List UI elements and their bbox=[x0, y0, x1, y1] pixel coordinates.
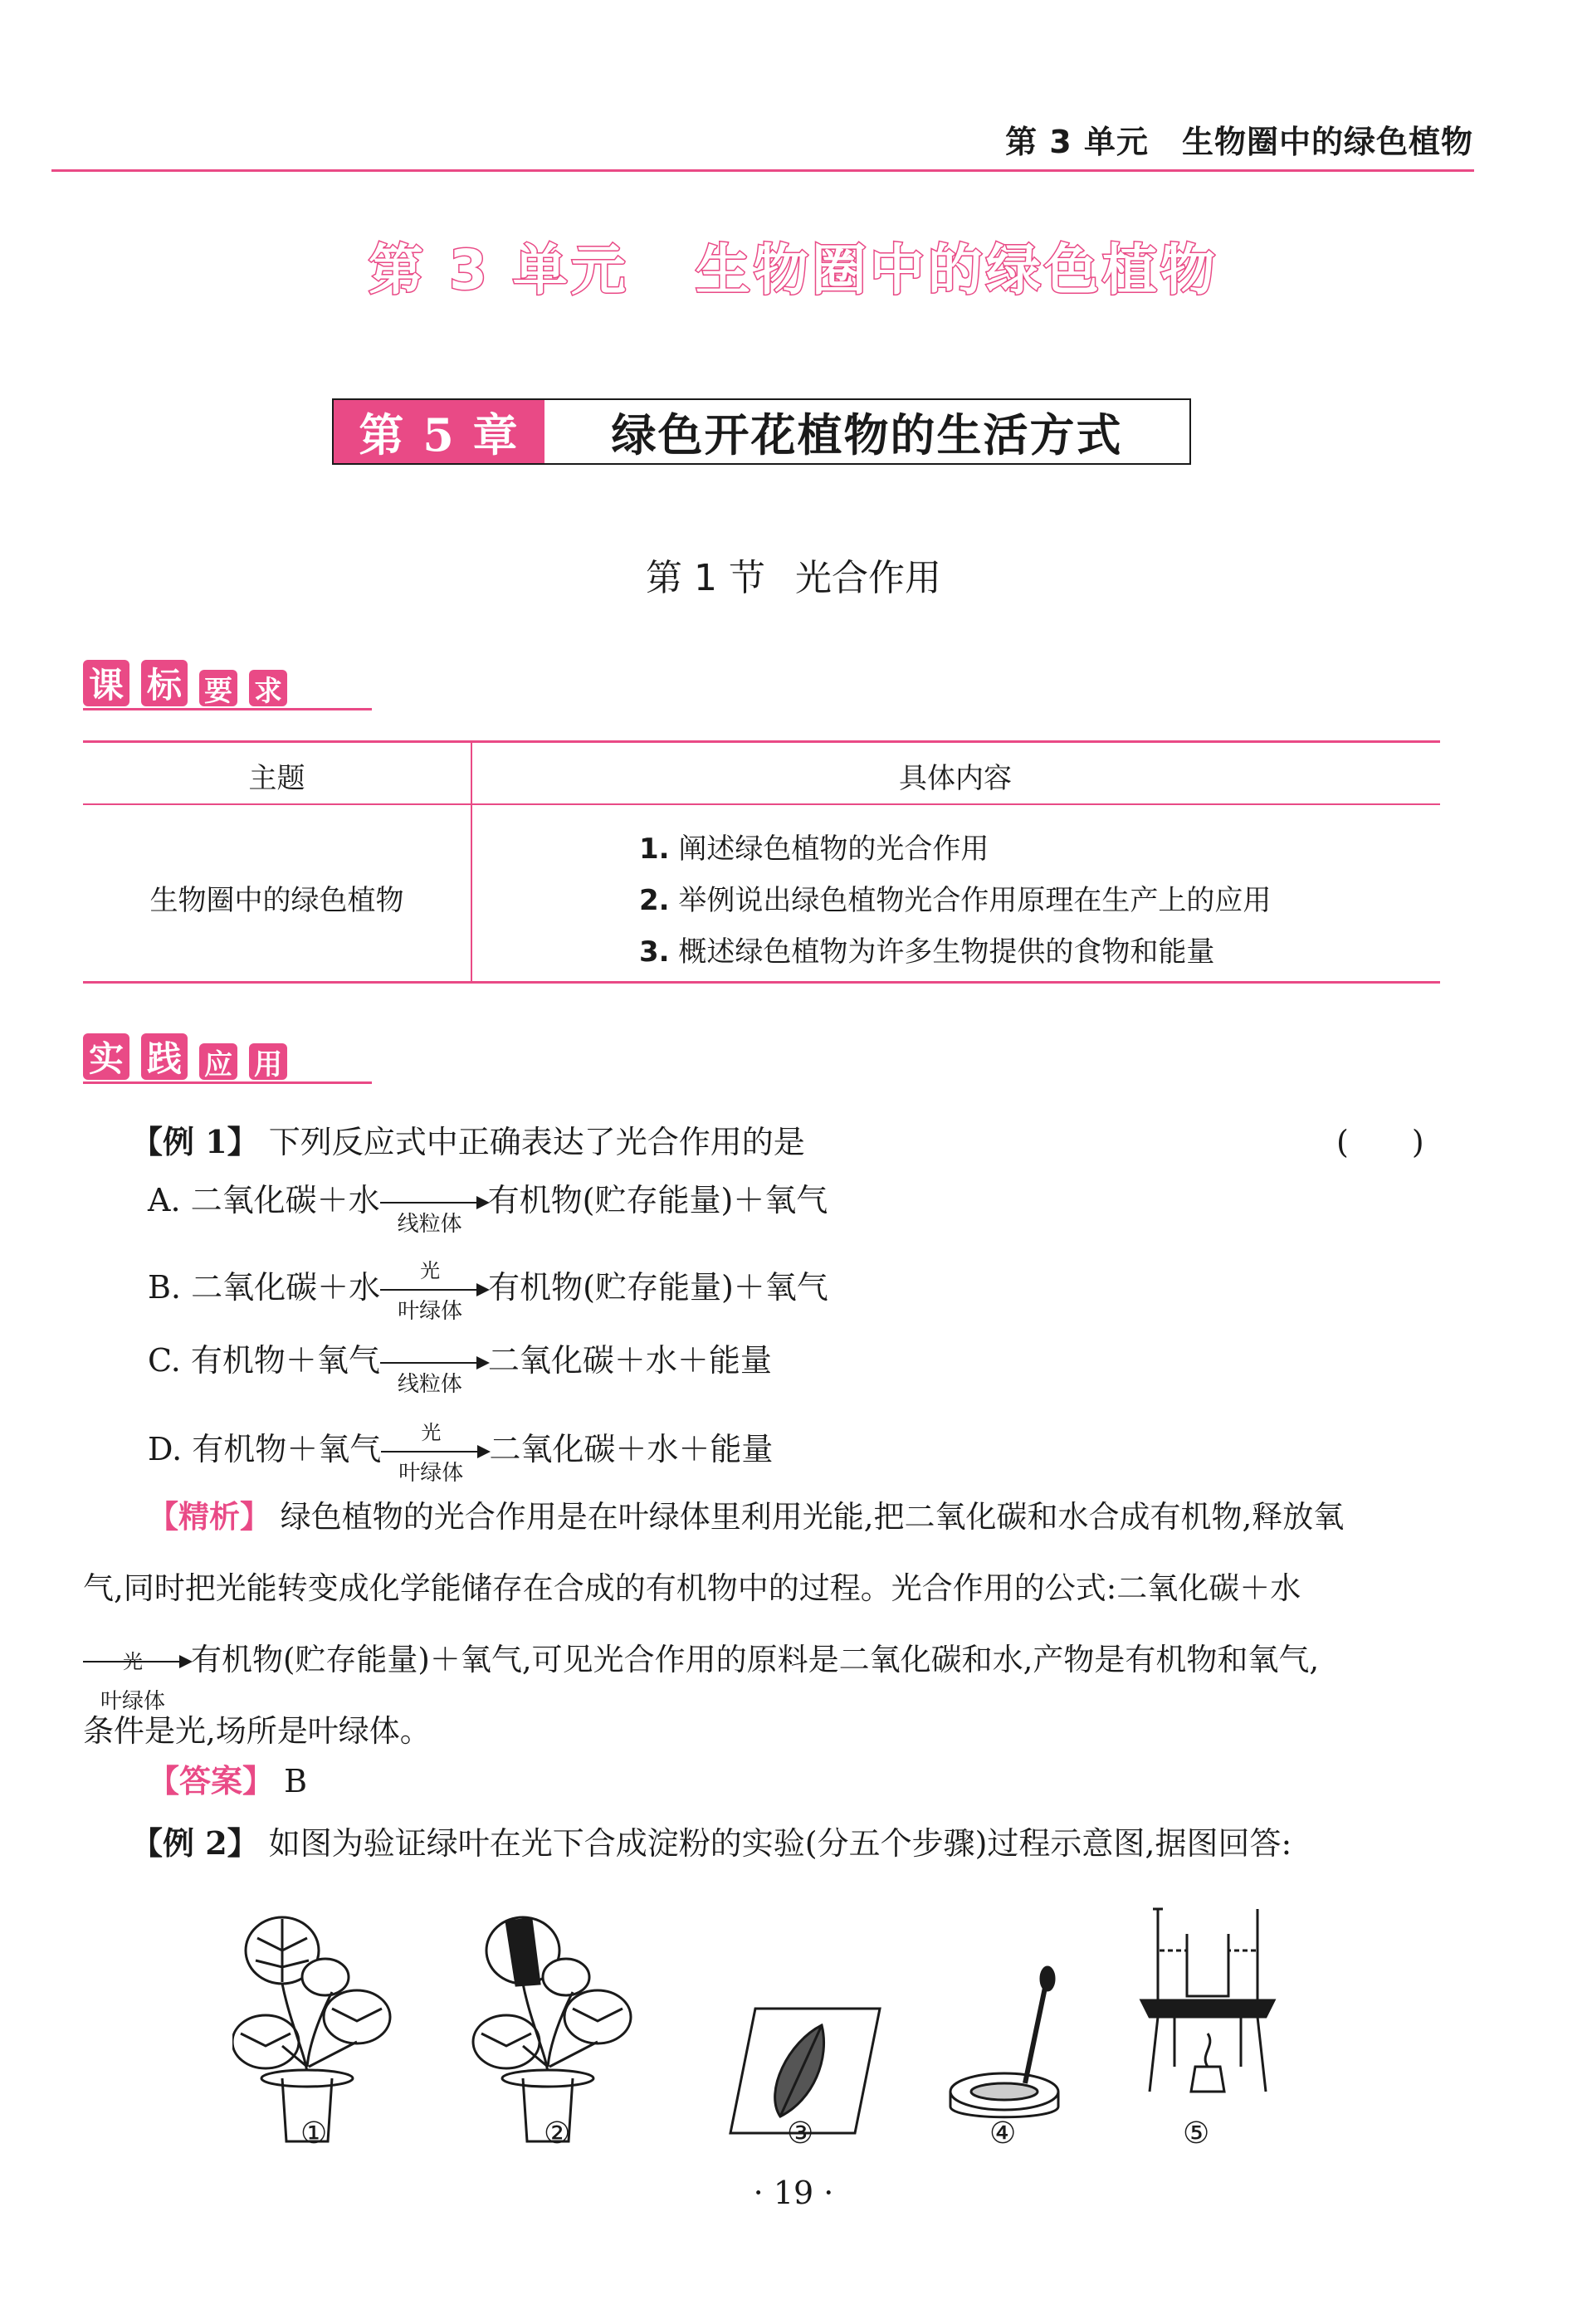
tag-char: 求 bbox=[249, 670, 287, 706]
dropper-dish-icon bbox=[950, 1967, 1058, 2117]
analysis-label: 【精析】 bbox=[148, 1499, 271, 1535]
section-title bbox=[0, 548, 1587, 601]
figure-label: ④ bbox=[989, 2116, 1017, 2151]
table-item-num: 1. bbox=[639, 832, 670, 866]
table-item bbox=[639, 826, 989, 867]
table-header-topic: 主题 bbox=[248, 762, 305, 795]
chapter-banner bbox=[332, 398, 1191, 465]
running-header-unit: 第 3 单元 bbox=[1005, 124, 1149, 160]
table-cell-topic: 生物圈中的绿色植物 bbox=[149, 884, 404, 917]
example2-question bbox=[131, 1818, 1292, 1863]
tag-char: 课 bbox=[83, 660, 129, 706]
running-header-title: 生物圈中的绿色植物 bbox=[1181, 124, 1473, 160]
table-item-text: 举例说出绿色植物光合作用原理在生产上的应用 bbox=[678, 884, 1272, 917]
tag-char: 标 bbox=[141, 660, 188, 706]
example2-text: 如图为验证绿叶在光下合成淀粉的实验(分五个步骤)过程示意图,据图回答: bbox=[268, 1825, 1292, 1862]
option-key: C. bbox=[148, 1342, 181, 1379]
page-number: · 19 · bbox=[753, 2175, 834, 2211]
example1-label: 【例 1】 bbox=[131, 1123, 259, 1160]
leaf-on-tray-icon bbox=[730, 2009, 880, 2133]
tag-char: 实 bbox=[83, 1033, 129, 1080]
figure-label: ① bbox=[300, 2116, 328, 2151]
analysis-line bbox=[83, 1624, 1320, 1714]
example2-label: 【例 2】 bbox=[131, 1824, 259, 1862]
table-item bbox=[639, 929, 1214, 969]
option-left: 二氧化碳＋水 bbox=[190, 1182, 380, 1218]
arrow-condition: 光 bbox=[421, 1420, 442, 1444]
table-item-text: 阐述绿色植物的光合作用 bbox=[678, 832, 989, 866]
table-top-rule bbox=[83, 740, 1440, 743]
reaction-arrow bbox=[381, 1420, 489, 1486]
arrow-condition: 光 bbox=[420, 1258, 441, 1282]
option-right: 有机物(贮存能量)＋氧气 bbox=[488, 1269, 828, 1306]
figure-label: ⑤ bbox=[1183, 2116, 1210, 2151]
arrow-site: 叶绿体 bbox=[398, 1298, 463, 1324]
option-left: 有机物＋氧气 bbox=[192, 1431, 382, 1467]
option-key: D. bbox=[148, 1431, 183, 1467]
option-key: B. bbox=[148, 1269, 182, 1306]
table-bottom-rule bbox=[83, 981, 1440, 984]
unit-heading-title: 生物圈中的绿色植物 bbox=[695, 238, 1218, 302]
header-rule bbox=[51, 169, 1474, 172]
tag-char: 践 bbox=[141, 1033, 188, 1080]
arrow-site: 叶绿体 bbox=[398, 1460, 464, 1486]
arrow-site: 叶绿体 bbox=[100, 1688, 165, 1714]
chapter-label: 第 5 章 bbox=[334, 400, 544, 463]
unit-heading bbox=[0, 226, 1587, 305]
reaction-arrow bbox=[380, 1258, 488, 1324]
water-bath-icon bbox=[1141, 1909, 1274, 2092]
example1-answer-blank: ( ) bbox=[1336, 1124, 1424, 1160]
analysis-text: 有机物(贮存能量)＋氧气,可见光合作用的原料是二氧化碳和水,产物是有机物和氧气, bbox=[191, 1642, 1320, 1677]
tag-char: 用 bbox=[249, 1043, 287, 1080]
tag-underline bbox=[83, 708, 372, 710]
arrow-condition: 光 bbox=[123, 1649, 143, 1673]
covered-plant-icon bbox=[473, 1917, 631, 2141]
figure-label: ③ bbox=[787, 2116, 814, 2151]
option-a bbox=[148, 1174, 828, 1237]
analysis-line: 气,同时把光能转变成化学能储存在合成的有机物中的过程。光合作用的公式:二氧化碳＋水 bbox=[83, 1570, 1301, 1606]
table-header-rule bbox=[83, 803, 1440, 805]
option-right: 二氧化碳＋水＋能量 bbox=[489, 1431, 774, 1467]
example1-question bbox=[131, 1116, 805, 1162]
answer-line bbox=[148, 1755, 307, 1801]
analysis-line: 条件是光,场所是叶绿体。 bbox=[83, 1713, 431, 1749]
arrow-site: 线粒体 bbox=[397, 1371, 462, 1397]
tag-char: 应 bbox=[199, 1043, 237, 1080]
reaction-arrow bbox=[83, 1646, 191, 1714]
experiment-figure bbox=[232, 1901, 1278, 2150]
table-header-content: 具体内容 bbox=[899, 762, 1012, 795]
answer-label: 【答案】 bbox=[148, 1763, 275, 1799]
option-d bbox=[148, 1420, 774, 1486]
table-item-text: 概述绿色植物为许多生物提供的食物和能量 bbox=[678, 935, 1215, 969]
option-c bbox=[148, 1335, 772, 1397]
option-key: A. bbox=[148, 1182, 181, 1218]
section-label: 第 1 节 bbox=[646, 557, 765, 599]
reaction-arrow bbox=[380, 1187, 488, 1237]
analysis-line bbox=[148, 1482, 1344, 1553]
option-right: 二氧化碳＋水＋能量 bbox=[487, 1342, 772, 1379]
potted-plant-icon bbox=[232, 1917, 390, 2141]
unit-heading-label: 第 3 单元 bbox=[369, 238, 629, 302]
section-name: 光合作用 bbox=[794, 557, 941, 599]
table-item-num: 2. bbox=[639, 884, 670, 917]
tag-underline bbox=[83, 1081, 372, 1084]
answer-value: B bbox=[284, 1763, 308, 1799]
option-left: 有机物＋氧气 bbox=[190, 1342, 380, 1379]
tag-requirements bbox=[83, 660, 299, 706]
figure-label: ② bbox=[544, 2116, 571, 2151]
reaction-arrow bbox=[380, 1347, 488, 1397]
table-item bbox=[639, 877, 1271, 918]
tag-char: 要 bbox=[199, 670, 237, 706]
tag-practice bbox=[83, 1033, 299, 1080]
table-item-num: 3. bbox=[639, 935, 670, 969]
arrow-site: 线粒体 bbox=[397, 1211, 462, 1237]
example1-text: 下列反应式中正确表达了光合作用的是 bbox=[268, 1124, 805, 1160]
analysis-text: 绿色植物的光合作用是在叶绿体里利用光能,把二氧化碳和水合成有机物,释放氧 bbox=[280, 1499, 1345, 1535]
option-left: 二氧化碳＋水 bbox=[191, 1269, 381, 1306]
option-b bbox=[148, 1258, 828, 1324]
running-header bbox=[0, 116, 1473, 162]
chapter-title: 绿色开花植物的生活方式 bbox=[611, 408, 1123, 461]
option-right: 有机物(贮存能量)＋氧气 bbox=[487, 1182, 828, 1218]
